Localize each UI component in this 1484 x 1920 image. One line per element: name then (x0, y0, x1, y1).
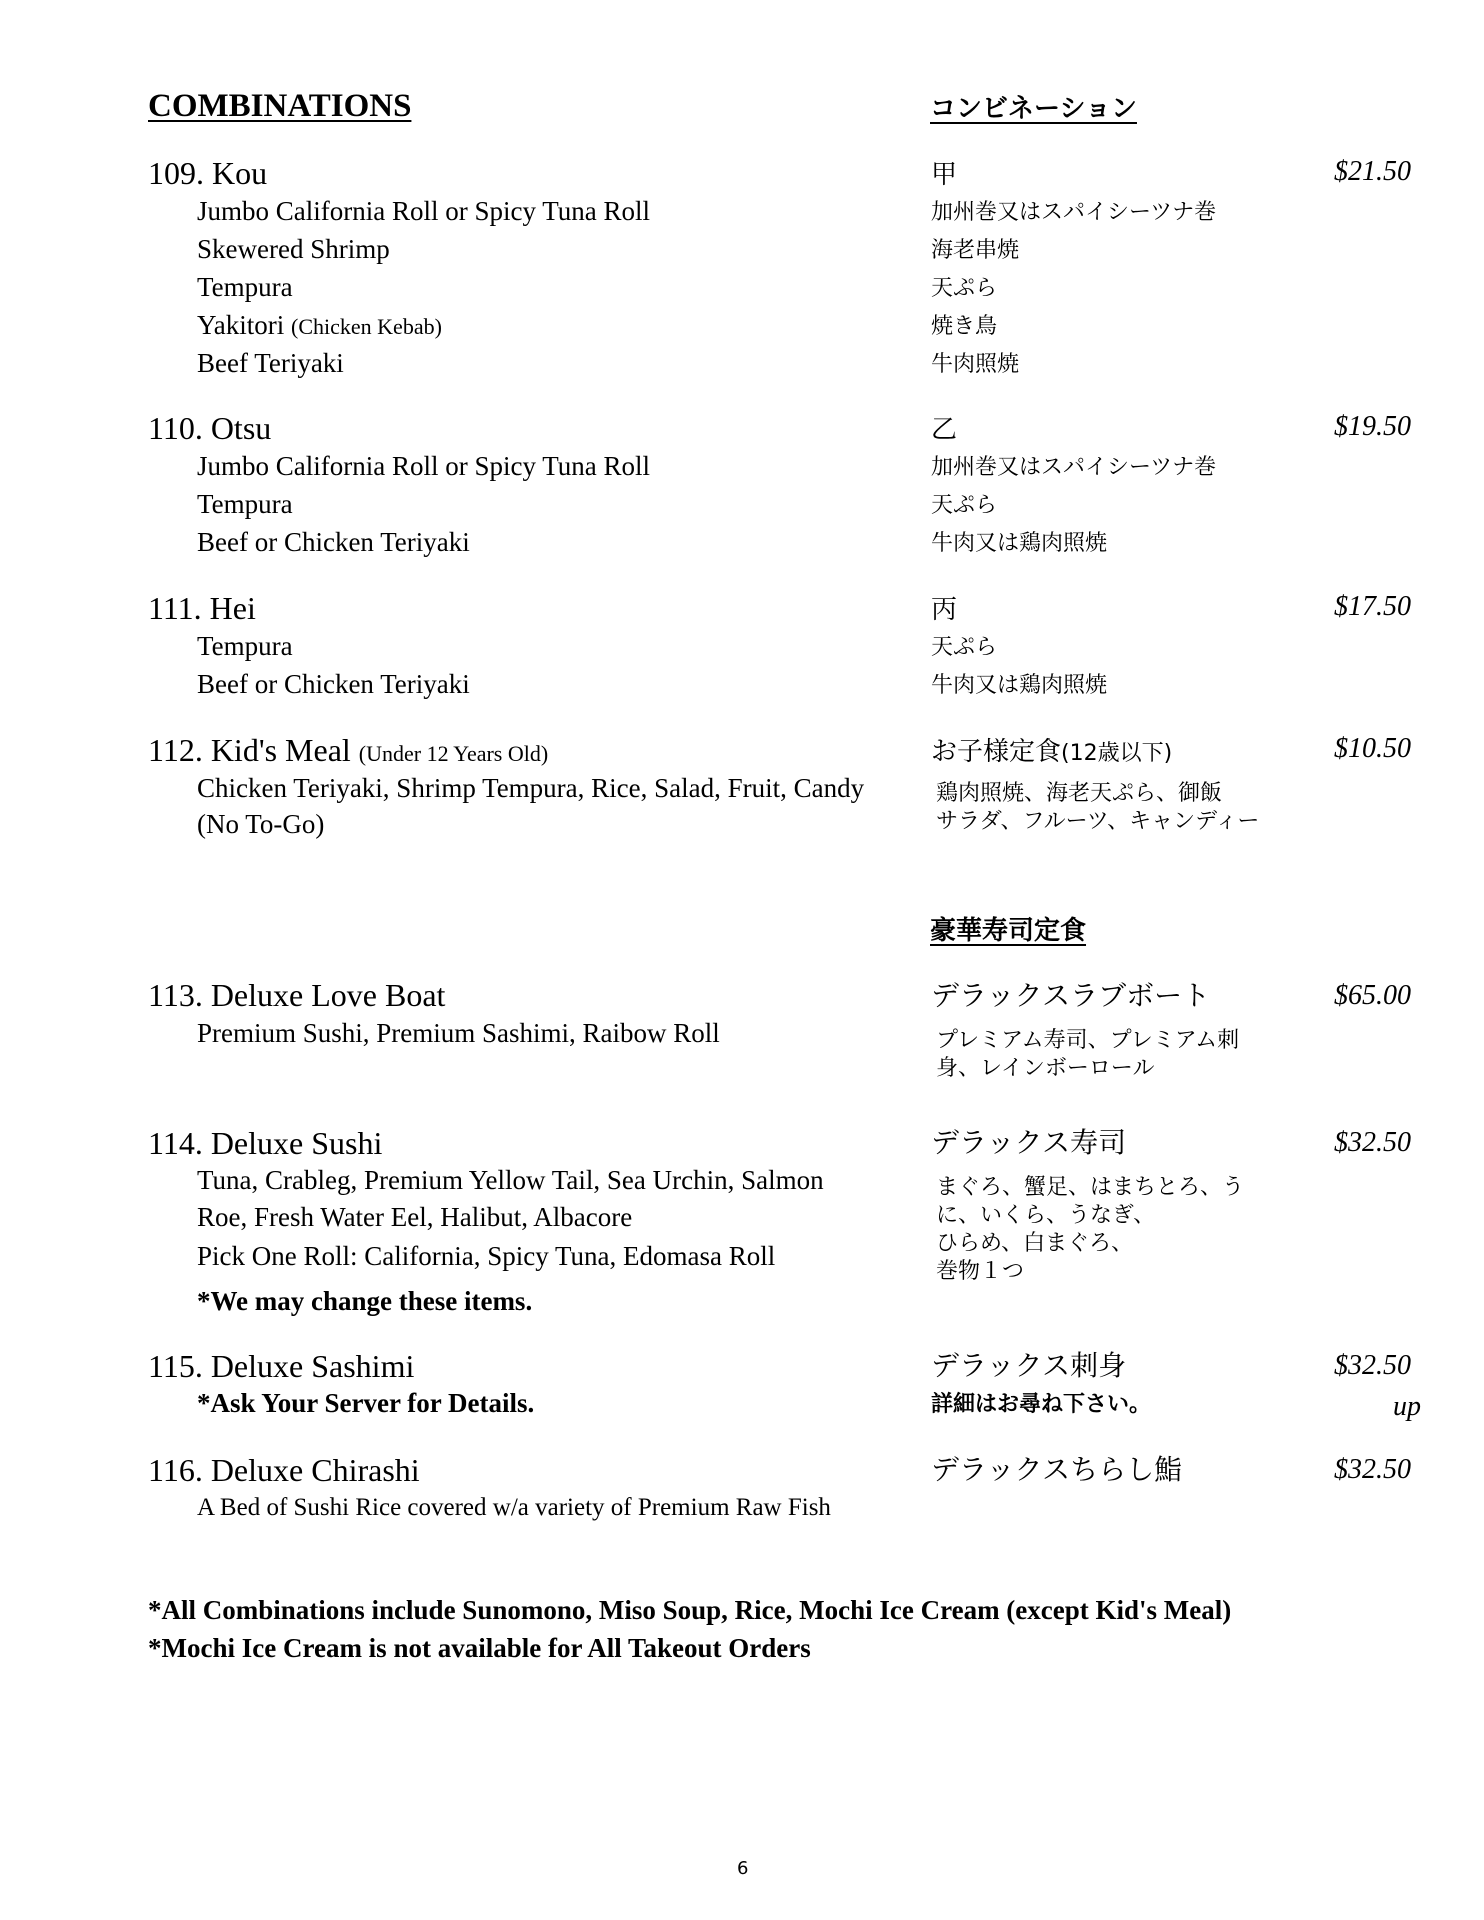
item-title: 116. Deluxe Chirashi (148, 1452, 420, 1488)
footer-note: *Mochi Ice Cream is not available for All Takeout Orders (148, 1633, 811, 1663)
item-title: 110. Otsu (148, 410, 272, 446)
item-price: $65.00 (1334, 980, 1411, 1011)
item-title-jp: 丙 (931, 595, 958, 625)
item-price: $32.50 (1334, 1127, 1411, 1158)
item-price: $32.50 (1334, 1350, 1411, 1381)
item-line-jp: プレミアム寿司、プレミアム刺 (936, 1028, 1240, 1053)
item-line-jp: サラダ、フルーツ、キャンディー (936, 809, 1260, 834)
item-line-note: (Chicken Kebab) (291, 314, 442, 339)
item-line-main: Yakitori (197, 310, 285, 340)
item-line: Roe, Fresh Water Eel, Halibut, Albacore (197, 1202, 633, 1232)
item-title-jp: 甲 (931, 160, 958, 190)
item-title-main: 112. Kid's Meal (148, 732, 351, 768)
item-line: A Bed of Sushi Rice covered w/a variety of Premium Raw Fish (197, 1494, 831, 1521)
item-line-jp: 海老串焼 (931, 238, 1020, 263)
item-price-suffix: up (1393, 1391, 1421, 1422)
item-line: Premium Sushi, Premium Sashimi, Raibow Roll (197, 1018, 720, 1048)
item-note-jp: 詳細はお尋ね下さい。 (931, 1392, 1152, 1417)
item-line-jp: 牛肉照焼 (931, 352, 1020, 377)
item-line-jp: 牛肉又は鶏肉照焼 (931, 531, 1108, 556)
item-price: $21.50 (1334, 156, 1411, 187)
item-title: 115. Deluxe Sashimi (148, 1348, 415, 1384)
item-line: Beef or Chicken Teriyaki (197, 527, 470, 557)
item-line: Beef or Chicken Teriyaki (197, 669, 470, 699)
item-title-jp-note: (12歳以下) (1061, 741, 1173, 766)
item-line: Tempura (197, 489, 293, 519)
item-line-jp: 加州巻又はスパイシーツナ巻 (931, 200, 1217, 225)
item-line: Tuna, Crableg, Premium Yellow Tail, Sea Urchin, Salmon (197, 1165, 824, 1195)
deluxe-heading-jp: 豪華寿司定食 (930, 916, 1087, 946)
item-line-jp: 天ぷら (931, 493, 998, 518)
item-price: $19.50 (1334, 411, 1411, 442)
item-title-jp-main: お子様定食 (931, 737, 1062, 767)
item-line: (No To-Go) (197, 809, 325, 839)
item-title-note: (Under 12 Years Old) (358, 741, 549, 766)
item-line-jp: 天ぷら (931, 635, 998, 660)
combinations-heading-jp: コンビネーション (930, 94, 1137, 124)
item-title: 113. Deluxe Love Boat (148, 977, 446, 1013)
item-line-jp: 天ぷら (931, 276, 998, 301)
item-line-jp: 焼き鳥 (931, 314, 998, 339)
item-title-jp (931, 731, 1172, 768)
item-line (197, 310, 442, 341)
item-line: Jumbo California Roll or Spicy Tuna Roll (197, 451, 651, 481)
item-title: 111. Hei (148, 590, 256, 626)
item-title-jp: 乙 (931, 415, 958, 445)
item-line-jp: に、いくら、うなぎ、 (936, 1203, 1156, 1228)
item-title-jp: デラックス刺身 (931, 1349, 1127, 1382)
page-number: 6 (737, 1858, 749, 1879)
item-title-jp: デラックス寿司 (931, 1126, 1127, 1159)
item-line: Tempura (197, 631, 293, 661)
item-title (148, 732, 548, 769)
item-line: Tempura (197, 272, 293, 302)
item-line-jp: 身、レインボーロール (936, 1056, 1155, 1081)
item-line-jp: 鶏肉照焼、海老天ぷら、御飯 (936, 781, 1223, 806)
item-line: Jumbo California Roll or Spicy Tuna Roll (197, 196, 651, 226)
item-line-jp: ひらめ、白まぐろ、 (936, 1231, 1134, 1256)
item-price: $32.50 (1334, 1454, 1411, 1485)
item-price: $10.50 (1334, 733, 1411, 764)
item-note: *We may change these items. (197, 1286, 533, 1316)
item-line-jp: 加州巻又はスパイシーツナ巻 (931, 455, 1217, 480)
item-note: *Ask Your Server for Details. (197, 1388, 535, 1418)
item-title: 109. Kou (148, 155, 268, 191)
item-line-jp: まぐろ、蟹足、はまちとろ、う (936, 1175, 1245, 1200)
combinations-heading: COMBINATIONS (148, 88, 412, 124)
item-line: Skewered Shrimp (197, 234, 390, 264)
item-title: 114. Deluxe Sushi (148, 1125, 383, 1161)
footer-note: *All Combinations include Sunomono, Miso Soup, Rice, Mochi Ice Cream (except Kid's Meal) (148, 1595, 1232, 1625)
item-line: Pick One Roll: California, Spicy Tuna, Edomasa Roll (197, 1241, 776, 1271)
item-price: $17.50 (1334, 591, 1411, 622)
item-line-jp: 巻物１つ (936, 1259, 1025, 1284)
item-title-jp: デラックスラブボート (931, 979, 1211, 1012)
item-line: Beef Teriyaki (197, 348, 344, 378)
item-title-jp: デラックスちらし鮨 (931, 1453, 1183, 1486)
item-line: Chicken Teriyaki, Shrimp Tempura, Rice, Salad, Fruit, Candy (197, 773, 865, 803)
item-line-jp: 牛肉又は鶏肉照焼 (931, 673, 1108, 698)
